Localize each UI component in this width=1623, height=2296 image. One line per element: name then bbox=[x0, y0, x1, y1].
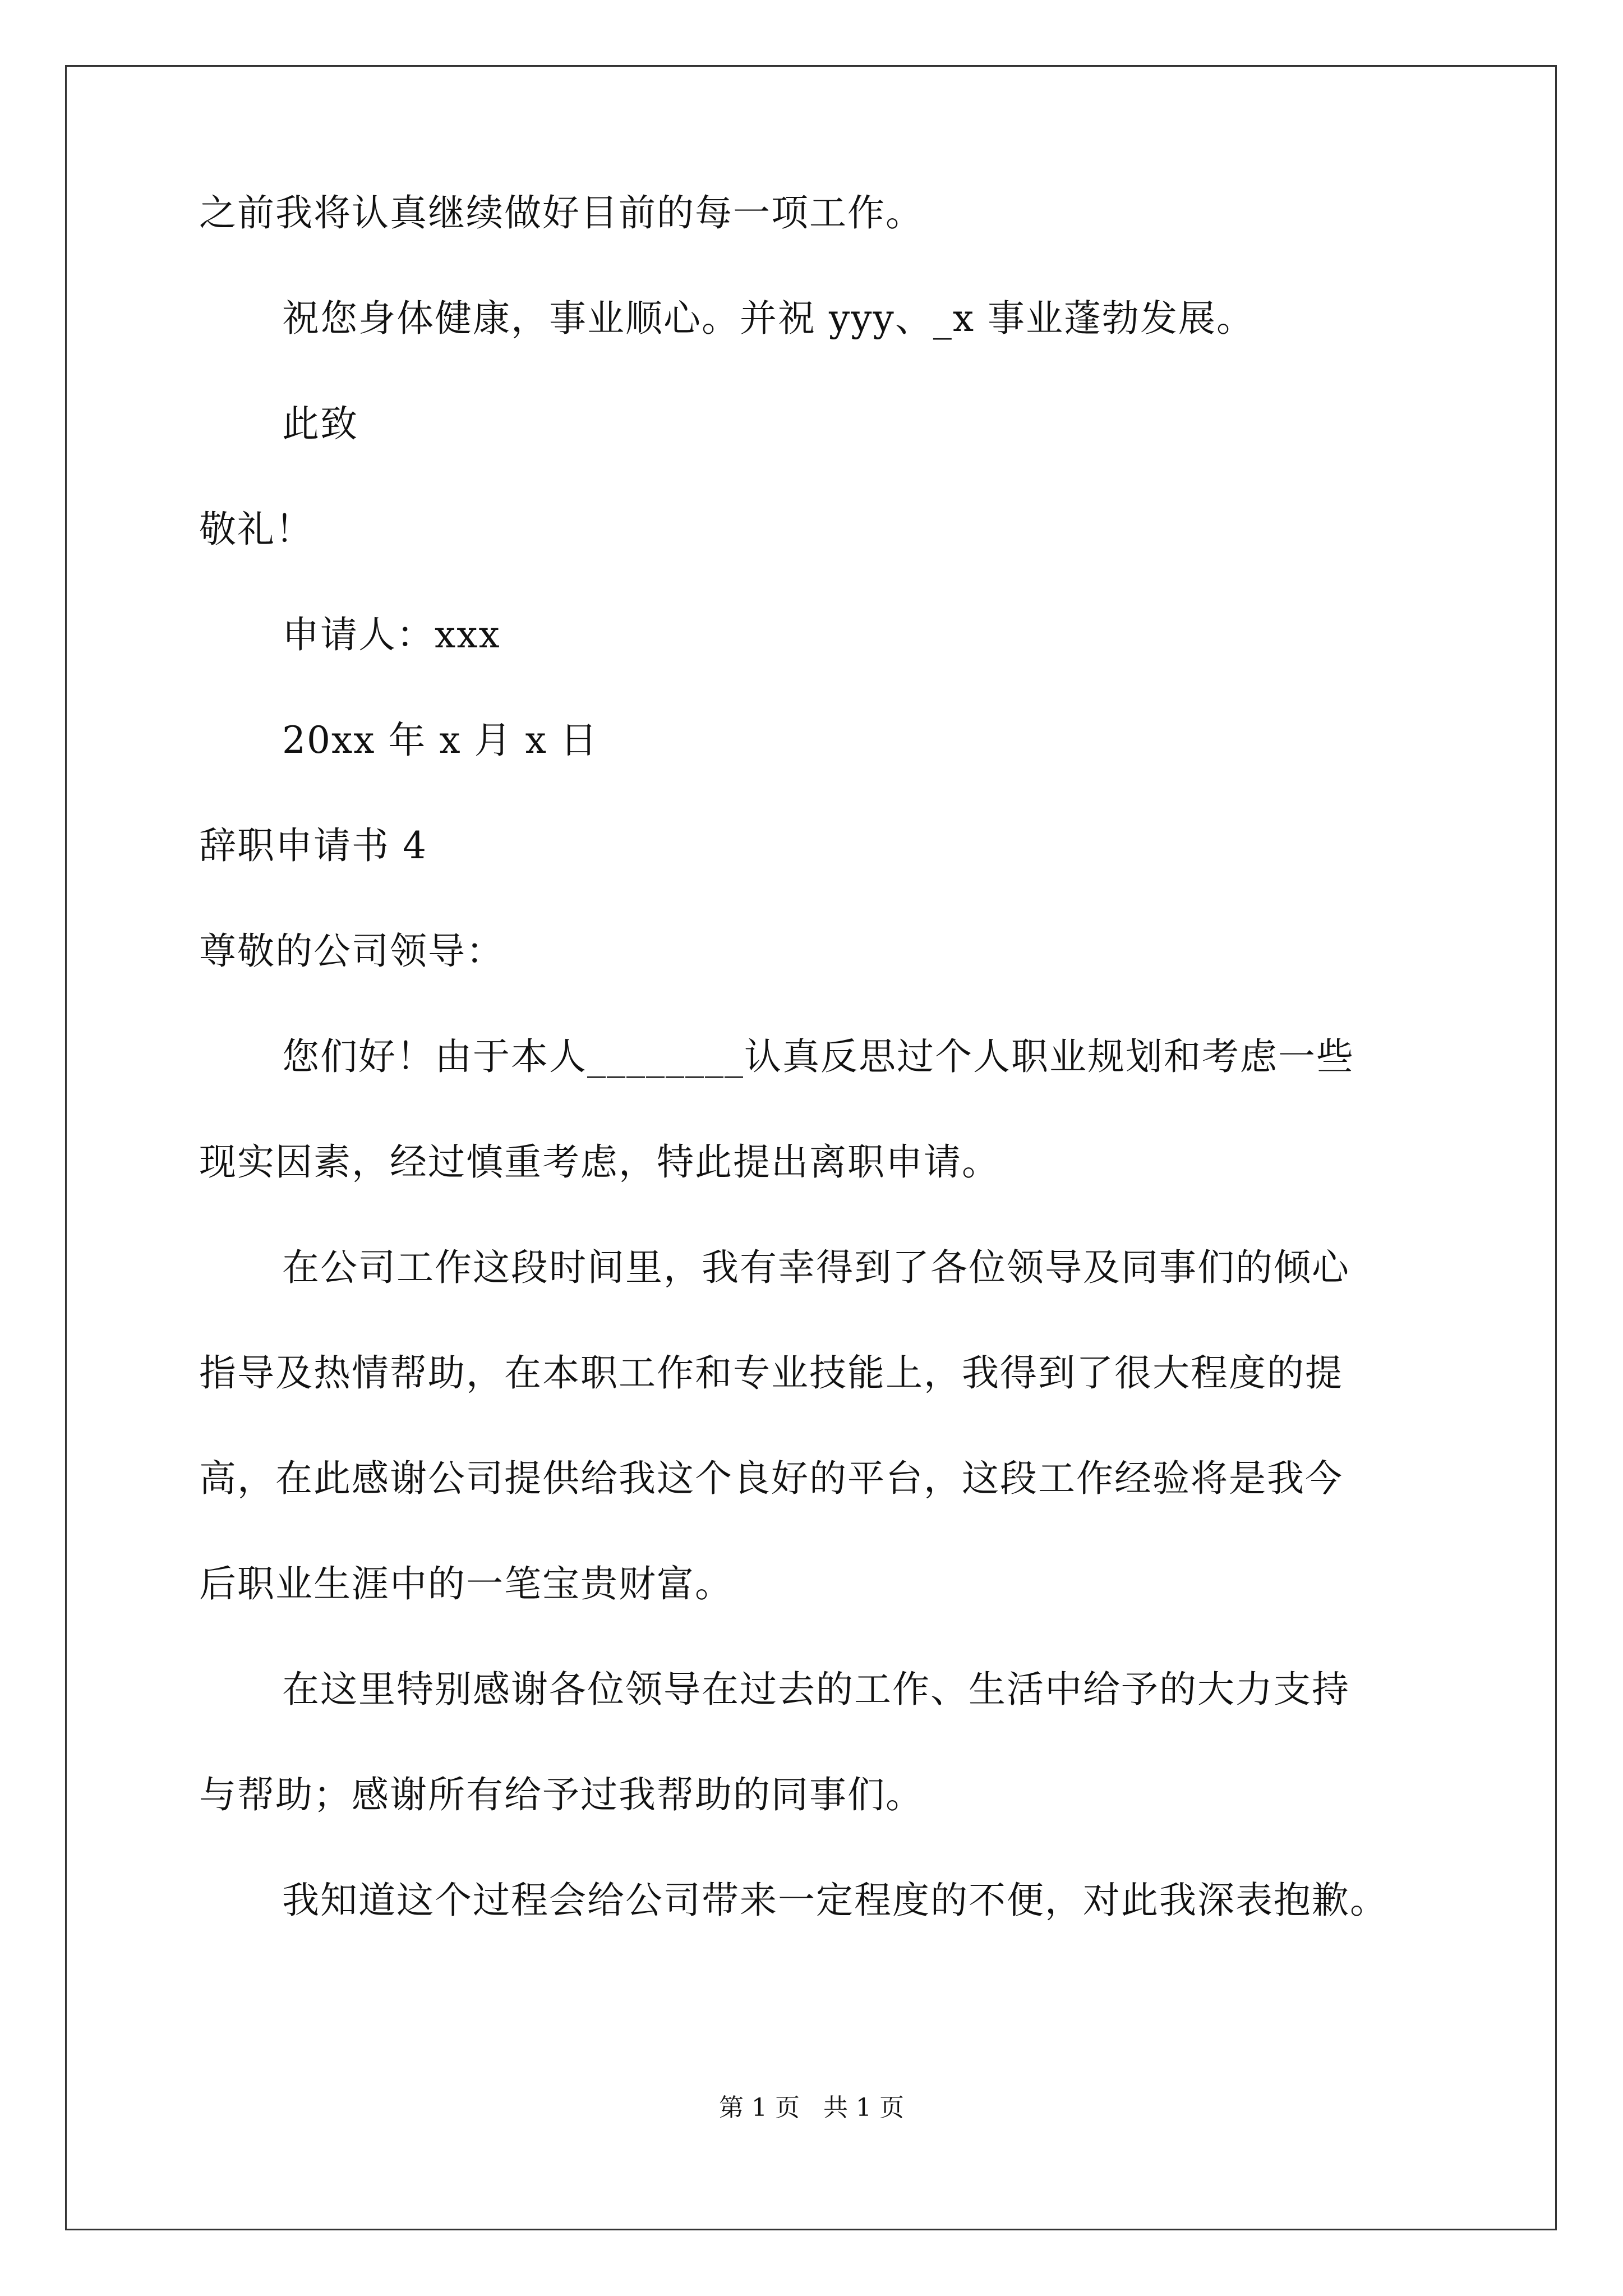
page-footer: 第 1 页 共 1 页 bbox=[719, 2093, 904, 2122]
paragraph-line: 敬礼！ bbox=[199, 508, 313, 551]
paragraph-line: 高，在此感谢公司提供给我这个良好的平台，这段工作经验将是我今 bbox=[199, 1457, 1343, 1500]
paragraph-line: 我知道这个过程会给公司带来一定程度的不便，对此我深表抱歉。 bbox=[282, 1879, 1388, 1922]
section-title: 辞职申请书 4 bbox=[199, 824, 427, 867]
paragraph-line: 指导及热情帮助，在本职工作和专业技能上，我得到了很大程度的提 bbox=[199, 1351, 1343, 1395]
paragraph-line: 在公司工作这段时间里，我有幸得到了各位领导及同事们的倾心 bbox=[282, 1246, 1350, 1289]
paragraph-line: 后职业生涯中的一笔宝贵财富。 bbox=[199, 1562, 733, 1605]
paragraph-line: 此致 bbox=[282, 402, 358, 445]
salutation: 尊敬的公司领导： bbox=[199, 930, 504, 973]
paragraph-line: 您们好！由于本人________认真反思过个人职业规划和考虑一些 bbox=[282, 1035, 1354, 1078]
paragraph-line: 与帮助；感谢所有给予过我帮助的同事们。 bbox=[199, 1773, 924, 1816]
paragraph-line: 之前我将认真继续做好目前的每一项工作。 bbox=[199, 191, 924, 234]
date-line: 20xx 年 x 月 x 日 bbox=[282, 719, 598, 762]
paragraph-line: 现实因素，经过慎重考虑，特此提出离职申请。 bbox=[199, 1140, 1000, 1184]
paragraph-line: 在这里特别感谢各位领导在过去的工作、生活中给予的大力支持 bbox=[282, 1668, 1350, 1711]
paragraph-line: 祝您身体健康，事业顺心。并祝 yyy、_x 事业蓬勃发展。 bbox=[282, 297, 1255, 340]
signature-line: 申请人：xxx bbox=[282, 613, 501, 656]
